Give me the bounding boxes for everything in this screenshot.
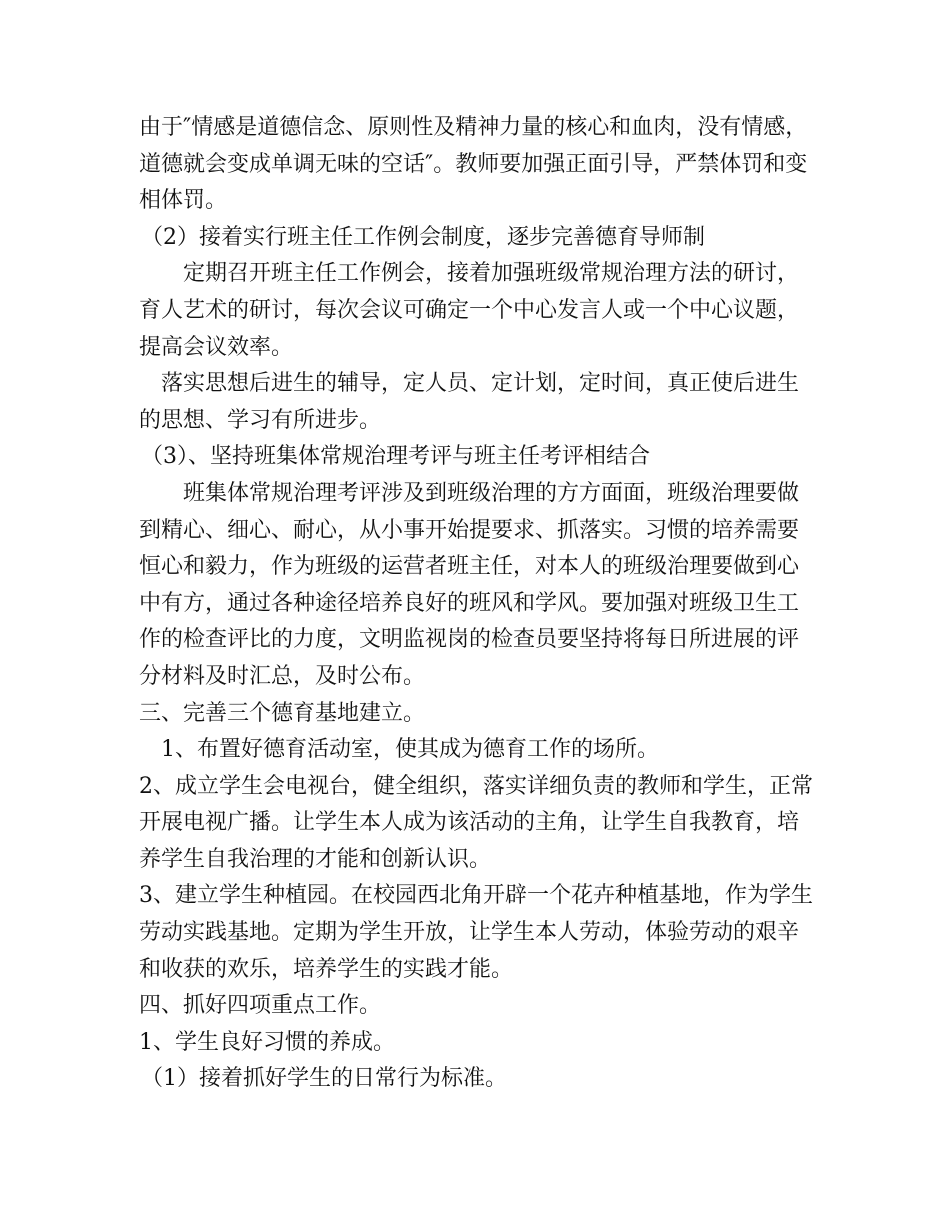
list-item: 3、建立学生种植园。在校园西北角开辟一个花卉种植基地，作为学生 xyxy=(139,883,813,909)
text-line: 劳动实践基地。定期为学生开放，让学生本人劳动，体验劳动的艰辛 xyxy=(139,920,800,946)
list-item: 1、布置好德育活动室，使其成为德育工作的场所。 xyxy=(161,737,659,763)
text-line: 由于″情感是道德信念、原则性及精神力量的核心和血肉，没有情感， xyxy=(139,115,808,140)
text-line: 和收获的欢乐，培养学生的实践才能。 xyxy=(139,956,514,982)
text-line: 班集体常规治理考评涉及到班级治理的方方面面，班级治理要做 xyxy=(183,480,800,506)
section-heading: 三、完善三个德育基地建立。 xyxy=(139,700,426,726)
text-line: 的思想、学习有所进步。 xyxy=(139,407,382,433)
text-line: 中有方，通过各种途径培养良好的班风和学风。要加强对班级卫生工 xyxy=(139,590,800,616)
document-body xyxy=(139,110,819,1098)
text-line: 作的检查评比的力度，文明监视岗的检查员要坚持将每日所进展的评 xyxy=(139,627,800,653)
list-item: 1、学生良好习惯的养成。 xyxy=(139,1029,395,1055)
text-line: 恒心和毅力，作为班级的运营者班主任，对本人的班级治理要做到心 xyxy=(139,554,800,580)
text-line: 到精心、细心、耐心，从小事开始提要求、抓落实。习惯的培养需要 xyxy=(139,517,800,543)
text-line: 相体罚。 xyxy=(139,188,228,214)
text-line: 分材料及时汇总，及时公布。 xyxy=(139,663,426,689)
text-line: 提高会议效率。 xyxy=(139,334,294,360)
text-line: 落实思想后进生的辅导，定人员、定计划，定时间，真正使后进生 xyxy=(161,371,800,397)
text-line: 开展电视广播。让学生本人成为该活动的主角，让学生自我教育，培 xyxy=(139,810,800,836)
list-item: 2、成立学生会电视台，健全组织，落实详细负责的教师和学生，正常 xyxy=(139,773,813,799)
text-line: 定期召开班主任工作例会，接着加强班级常规治理方法的研讨， xyxy=(183,261,800,287)
text-line: 育人艺术的研讨，每次会议可确定一个中心发言人或一个中心议题， xyxy=(139,297,800,323)
section-heading: （3）、坚持班集体常规治理考评与班主任考评相结合 xyxy=(141,444,650,470)
text-line: 养学生自我治理的才能和创新认识。 xyxy=(139,846,492,872)
section-heading: 四、抓好四项重点工作。 xyxy=(139,993,382,1019)
section-heading: （2）接着实行班主任工作例会制度，逐步完善德育导师制 xyxy=(141,224,705,250)
text-line: 道德就会变成单调无味的空话″。教师要加强正面引导，严禁体罚和变 xyxy=(139,151,808,177)
list-item: （1）接着抓好学生的日常行为标准。 xyxy=(141,1066,507,1092)
